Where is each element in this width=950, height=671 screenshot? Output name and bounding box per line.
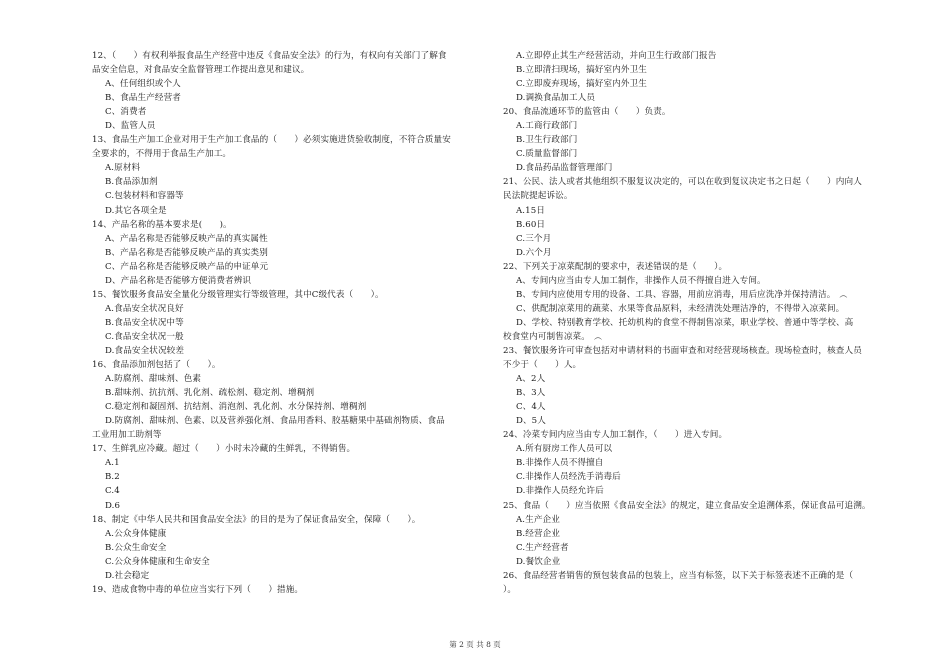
line-text: C.公众身体健康和生命安全 bbox=[105, 556, 210, 567]
line-text: 23、餐饮服务许可审查包括对申请材料的书面审查和对经营现场核查。现场检查时，核查人员 bbox=[503, 345, 862, 356]
line-text: D.社会稳定 bbox=[105, 570, 150, 581]
line-text: C.食品安全状况一般 bbox=[105, 331, 184, 342]
line-text: B、3人 bbox=[516, 388, 546, 399]
option-line bbox=[503, 63, 918, 77]
option-line bbox=[92, 91, 502, 105]
option-line bbox=[92, 386, 502, 400]
option-line bbox=[503, 372, 918, 386]
option-line bbox=[503, 555, 918, 569]
question-line bbox=[503, 358, 918, 372]
question-line bbox=[92, 147, 502, 161]
line-text: C.4 bbox=[105, 486, 120, 497]
question-line bbox=[503, 428, 918, 442]
option-line bbox=[503, 133, 918, 147]
line-text: B.非操作人员不得擅自 bbox=[516, 458, 604, 469]
line-text: 21、公民、法人或者其他组织不服复议决定的，可以在收到复议决定书之日起（ ）内向人 bbox=[503, 177, 862, 188]
line-text: A、产品名称是否能够反映产品的真实属性 bbox=[105, 233, 268, 244]
line-text: D.餐饮企业 bbox=[516, 556, 561, 567]
option-line bbox=[503, 456, 918, 470]
line-text: D、监管人员 bbox=[105, 121, 156, 132]
line-text: C、4人 bbox=[516, 402, 546, 413]
line-text: 不少于（ ）人。 bbox=[503, 360, 582, 371]
line-text: B.卫生行政部门 bbox=[516, 135, 578, 146]
option-line bbox=[503, 246, 918, 260]
option-line bbox=[503, 442, 918, 456]
line-text: D.防腐剂、甜味剂、色素、以及营养强化剂、食品用香料、胶基糖果中基础剂物质、食品 bbox=[105, 416, 445, 427]
option-line bbox=[503, 274, 918, 288]
option-line bbox=[92, 189, 502, 203]
line-text: D.六个月 bbox=[516, 247, 552, 258]
question-line bbox=[503, 260, 918, 274]
option-line bbox=[503, 513, 918, 527]
line-text: A.防腐剂、甜味剂、色素 bbox=[105, 374, 202, 385]
line-text: 校食堂内可制售凉菜。 bbox=[503, 331, 590, 342]
line-text: 26、食品经营者销售的预包装食品的包装上，应当有标签，以下关于标签表述不正确的是（ bbox=[503, 570, 854, 581]
line-text: 22、下列关于凉菜配制的要求中，表述错误的是（ ）。 bbox=[503, 261, 728, 272]
line-text: 15、餐饮服务食品安全量化分级管理实行等级管理，其中C级代表（ ）。 bbox=[92, 289, 384, 300]
option-line bbox=[92, 541, 502, 555]
option-line bbox=[92, 316, 502, 330]
option-line bbox=[92, 470, 502, 484]
line-text: D.6 bbox=[105, 500, 121, 511]
option-line bbox=[92, 302, 502, 316]
line-text: ）。 bbox=[503, 584, 517, 595]
line-text: D.食品安全状况较差 bbox=[105, 345, 185, 356]
option-line bbox=[92, 484, 502, 498]
option-line bbox=[92, 246, 502, 260]
line-text: 19、造成食物中毒的单位应当实行下列（ ）措施。 bbox=[92, 584, 304, 595]
option-line bbox=[92, 105, 502, 119]
option-line bbox=[92, 499, 502, 513]
option-line bbox=[503, 400, 918, 414]
option-line bbox=[92, 400, 502, 414]
line-text: D.其它各项全是 bbox=[105, 205, 167, 216]
line-text: A.食品安全状况良好 bbox=[105, 303, 184, 314]
line-text: A.原材料 bbox=[105, 163, 141, 174]
line-text: B.公众生命安全 bbox=[105, 542, 167, 553]
right-column bbox=[503, 49, 918, 597]
option-line bbox=[92, 555, 502, 569]
line-text: A.公众身体健康 bbox=[105, 528, 167, 539]
question-line bbox=[503, 330, 918, 344]
option-line bbox=[503, 527, 918, 541]
option-line bbox=[503, 204, 918, 218]
option-line bbox=[503, 316, 918, 330]
line-text: D、5人 bbox=[516, 416, 546, 427]
line-text: A.立即停止其生产经营活动，并向卫生行政部门报告 bbox=[516, 51, 717, 61]
line-text: B.60日 bbox=[516, 219, 546, 230]
line-text: B.立即清扫现场，搞好室内外卫生 bbox=[516, 65, 647, 76]
option-line bbox=[92, 232, 502, 246]
line-text: 18、制定《中华人民共和国食品安全法》的目的是为了保证食品安全，保障（ ）。 bbox=[92, 514, 421, 525]
question-line bbox=[92, 358, 502, 372]
question-line bbox=[503, 569, 918, 583]
line-text: B、专间内应使用专用的设备、工具、容器，用前应消毒，用后应洗净并保持清洁。 bbox=[516, 289, 836, 300]
line-text: C.稳定剂和凝固剂、抗结剂、消泡剂、乳化剂、水分保持剂、增稠剂 bbox=[105, 402, 367, 413]
line-text: A、专间内应当由专人加工制作，非操作人员不得擅自进入专间。 bbox=[516, 275, 766, 286]
option-line bbox=[503, 288, 918, 302]
page-footer: 第 2 页 共 8 页 bbox=[449, 640, 501, 649]
left-column bbox=[92, 49, 502, 597]
option-line bbox=[92, 527, 502, 541]
line-text: A.工商行政部门 bbox=[516, 121, 578, 132]
question-line bbox=[503, 583, 918, 597]
question-line bbox=[503, 105, 918, 119]
line-text: D.非操作人员经允许后 bbox=[516, 486, 604, 497]
line-text: A、任何组织或个人 bbox=[105, 79, 181, 90]
question-line bbox=[92, 288, 502, 302]
line-text: A.生产企业 bbox=[516, 514, 560, 525]
option-line bbox=[503, 77, 918, 91]
line-text: C.生产经营者 bbox=[516, 542, 569, 553]
option-line bbox=[503, 119, 918, 133]
option-line bbox=[92, 175, 502, 189]
option-line bbox=[503, 49, 918, 63]
handwritten-mark: ︵ bbox=[593, 331, 603, 341]
option-line bbox=[92, 344, 502, 358]
line-text: D.食品药品监督管理部门 bbox=[516, 163, 613, 174]
line-text: D.调换食品加工人员 bbox=[516, 93, 596, 104]
line-text: B.食品安全状况中等 bbox=[105, 317, 184, 328]
question-line bbox=[92, 583, 502, 597]
line-text: A.所有厨房工作人员可以 bbox=[516, 444, 613, 455]
handwritten-mark: ︵ bbox=[839, 289, 848, 299]
question-line bbox=[503, 175, 918, 189]
question-line bbox=[92, 218, 502, 232]
line-text: 20、食品流通环节的监管由（ ）负责。 bbox=[503, 107, 671, 118]
line-text: 17、生鲜乳应冷藏。超过（ ）小时未冷藏的生鲜乳，不得销售。 bbox=[92, 444, 356, 455]
line-text: 工业用加工助剂等 bbox=[92, 430, 162, 441]
line-text: C、产品名称是否能够反映产品的申证单元 bbox=[105, 261, 269, 272]
option-line bbox=[503, 414, 918, 428]
option-line bbox=[503, 541, 918, 555]
line-text: 25、食品（ ）应当依照《食品安全法》的规定，建立食品安全追溯体系，保证食品可追溯。 bbox=[503, 500, 871, 511]
line-text: C.包装材料和容器等 bbox=[105, 191, 184, 202]
option-line bbox=[92, 161, 502, 175]
option-line bbox=[92, 330, 502, 344]
line-text: C.质量监督部门 bbox=[516, 149, 578, 160]
line-text: C.非操作人员经洗手消毒后 bbox=[516, 472, 621, 483]
line-text: C、供配制凉菜用的蔬菜、水果等食品原料，未经清洗处理洁净的，不得带入凉菜间。 bbox=[516, 303, 845, 314]
option-line bbox=[503, 91, 918, 105]
line-text: A.1 bbox=[105, 458, 120, 469]
question-line bbox=[92, 49, 502, 63]
line-text: 品安全信息，对食品安全监督管理工作提出意见和建议。 bbox=[92, 65, 310, 76]
line-text: B、食品生产经营者 bbox=[105, 93, 181, 104]
option-line bbox=[92, 119, 502, 133]
option-line bbox=[92, 414, 502, 428]
option-line bbox=[92, 569, 502, 583]
option-line bbox=[92, 274, 502, 288]
question-line bbox=[92, 513, 502, 527]
line-text: 24、冷菜专间内应当由专人加工制作，（ ）进入专间。 bbox=[503, 430, 728, 441]
question-line bbox=[503, 344, 918, 358]
option-line bbox=[503, 161, 918, 175]
line-text: 全要求的，不得用于食品生产加工。 bbox=[92, 149, 232, 160]
question-line bbox=[503, 189, 918, 203]
option-line bbox=[503, 147, 918, 161]
line-text: 民法院提起诉讼。 bbox=[503, 191, 573, 202]
line-text: 12、（ ）有权利举报食品生产经营中违反《食品安全法》的行为，有权向有关部门了解食 bbox=[92, 51, 447, 61]
line-text: 13、食品生产加工企业对用于生产加工食品的（ ）必须实施进货验收制度，不符合质量安 bbox=[92, 135, 451, 146]
line-text: B.经营企业 bbox=[516, 528, 561, 539]
question-line bbox=[92, 428, 502, 442]
line-text: C.立即废弃现场，搞好室内外卫生 bbox=[516, 79, 647, 90]
line-text: D、产品名称是否能够方便消费者辨识 bbox=[105, 275, 252, 286]
line-text: C.三个月 bbox=[516, 233, 552, 244]
question-line bbox=[92, 133, 502, 147]
option-line bbox=[503, 470, 918, 484]
line-text: C、消费者 bbox=[105, 107, 147, 118]
option-line bbox=[92, 372, 502, 386]
line-text: D、学校、特别教育学校、托幼机构的食堂不得制售凉菜，职业学校、普通中等学校、高 bbox=[516, 317, 854, 328]
option-line bbox=[92, 456, 502, 470]
option-line bbox=[503, 218, 918, 232]
line-text: B.2 bbox=[105, 472, 120, 483]
option-line bbox=[503, 232, 918, 246]
option-line bbox=[503, 386, 918, 400]
line-text: 16、食品添加剂包括了（ ）。 bbox=[92, 360, 221, 371]
option-line bbox=[503, 484, 918, 498]
option-line bbox=[92, 204, 502, 218]
line-text: B.食品添加剂 bbox=[105, 177, 158, 188]
option-line bbox=[92, 260, 502, 274]
question-line bbox=[92, 63, 502, 77]
line-text: A.15日 bbox=[516, 205, 545, 216]
line-text: 14、产品名称的基本要求是( )。 bbox=[92, 219, 232, 230]
option-line bbox=[92, 77, 502, 91]
line-text: A、2人 bbox=[516, 374, 546, 385]
question-line bbox=[92, 442, 502, 456]
option-line bbox=[503, 302, 918, 316]
question-line bbox=[503, 499, 918, 513]
line-text: B.甜味剂、抗抗剂、乳化剂、疏松剂、稳定剂、增稠剂 bbox=[105, 388, 315, 399]
line-text: B、产品名称是否能够反映产品的真实类别 bbox=[105, 247, 268, 258]
